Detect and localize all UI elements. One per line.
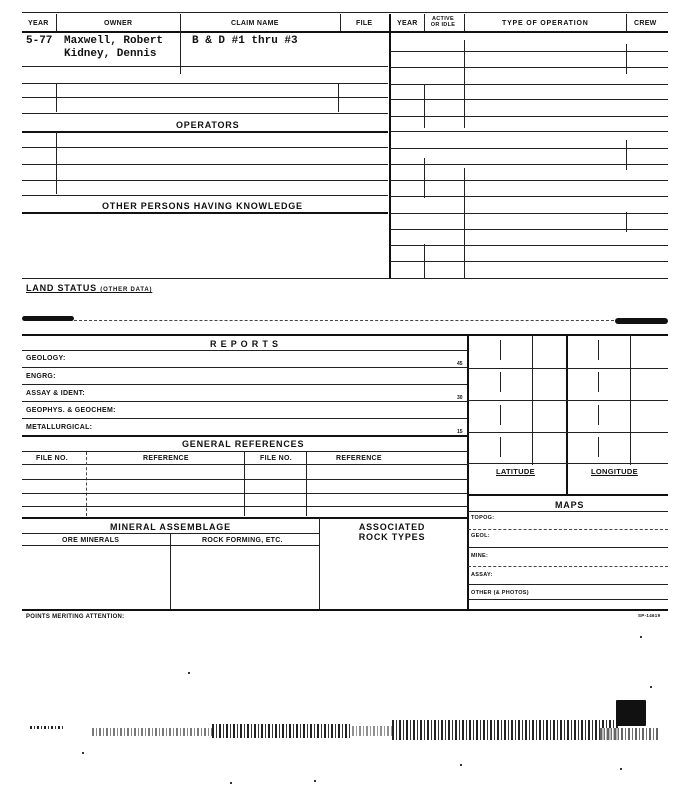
row-line [390, 245, 668, 246]
scan-noise-band [92, 728, 212, 736]
header-underline [22, 31, 668, 33]
scan-dot [230, 782, 232, 784]
header-year-label: YEAR [28, 20, 49, 27]
row-line [390, 116, 668, 117]
tick [500, 372, 501, 392]
right-grid-border [467, 335, 469, 610]
ref-reference2-label: REFERENCE [336, 455, 382, 462]
report-geophys-label: GEOPHYS. & GEOCHEM: [26, 407, 116, 414]
row-line [468, 566, 668, 567]
row-line [468, 599, 668, 600]
tick [598, 372, 599, 392]
row-line [22, 451, 468, 452]
longitude-label: LONGITUDE [591, 467, 638, 476]
row-line [390, 196, 668, 197]
mid-col-divider [566, 335, 568, 494]
row-line [22, 350, 468, 351]
row-line [22, 435, 468, 437]
row-line [22, 464, 468, 465]
scan-smear-left [22, 316, 74, 321]
row-line [22, 195, 388, 196]
tick [500, 405, 501, 425]
land-status-label: LAND STATUS [26, 283, 97, 293]
report-geology-num: 45 [457, 361, 463, 367]
col-divider [338, 84, 339, 112]
ref-reference-label: REFERENCE [143, 455, 189, 462]
row-line [390, 131, 668, 132]
reports-heading: R E P O R T S [210, 339, 279, 349]
scan-dot [640, 636, 642, 638]
entry-owner-line2: Kidney, Dennis [64, 48, 157, 60]
bottom-border [22, 609, 668, 611]
row-line [390, 99, 668, 100]
mineral-assemblage-heading: MINERAL ASSEMBLAGE [110, 522, 231, 532]
tick [598, 340, 599, 360]
row-line [390, 213, 668, 214]
row-line [390, 84, 668, 85]
grid-line [468, 400, 668, 401]
col-divider [170, 534, 171, 610]
row-line [22, 517, 468, 519]
report-assay-num: 30 [457, 395, 463, 401]
scan-dot [314, 780, 316, 782]
scan-dot [188, 672, 190, 674]
row-line [390, 164, 668, 165]
report-metallurgical-num: 15 [457, 429, 463, 435]
row-line [22, 479, 468, 480]
row-line [22, 367, 468, 368]
header-active-idle-label: ACTIVE OR IDLE [430, 16, 456, 28]
operators-underline [22, 131, 388, 133]
scan-dot [82, 752, 84, 754]
row-line [390, 261, 668, 262]
header-year2-label: YEAR [397, 20, 418, 27]
points-meriting-attention-label: POINTS MERITING ATTENTION: [26, 614, 125, 620]
row-line [22, 418, 468, 419]
header-crew-label: CREW [634, 20, 657, 27]
report-metallurgical-label: METALLURGICAL: [26, 424, 93, 431]
row-line [390, 180, 668, 181]
col-divider [464, 14, 465, 31]
report-engrg-label: ENGRG: [26, 373, 56, 380]
other-persons-heading: OTHER PERSONS HAVING KNOWLEDGE [102, 201, 303, 211]
row-line [390, 229, 668, 230]
col-divider [626, 14, 627, 31]
report-assay-label: ASSAY & IDENT: [26, 390, 86, 397]
col-divider [340, 14, 341, 31]
col-divider [56, 84, 57, 112]
form-number: SP-14619 [638, 613, 661, 618]
grid-line [468, 432, 668, 433]
scan-noise-band [30, 726, 64, 729]
associated-rock-types-heading: ASSOCIATED ROCK TYPES [358, 522, 426, 542]
tick [598, 437, 599, 457]
land-status-sub-label: (OTHER DATA) [100, 287, 153, 293]
row-line [22, 83, 388, 84]
row-line [22, 180, 388, 181]
tick [500, 340, 501, 360]
row-line [390, 51, 668, 52]
right-table-border [389, 14, 391, 278]
scan-smear-bottom [616, 700, 646, 726]
maps-other-label: OTHER (& PHOTOS) [471, 590, 529, 596]
other-persons-underline [22, 212, 388, 214]
row-line [468, 584, 668, 585]
ore-minerals-label: ORE MINERALS [62, 537, 120, 544]
row-line [390, 67, 668, 68]
row-line [468, 529, 668, 530]
maps-mine-label: MINE: [471, 553, 489, 559]
col-divider [180, 14, 181, 74]
land-status-line [74, 320, 619, 321]
row-line [22, 97, 388, 98]
col-divider [626, 140, 627, 170]
col-divider [424, 84, 425, 128]
entry-claim: B & D #1 thru #3 [192, 35, 298, 47]
scan-noise-band [212, 724, 352, 738]
ref-file-no-label: FILE NO. [36, 455, 68, 462]
row-line [390, 148, 668, 149]
row-line [22, 278, 668, 279]
row-line [468, 547, 668, 548]
tick [598, 405, 599, 425]
reports-top-border [22, 334, 668, 336]
maps-topog-label: TOPOG: [471, 515, 495, 521]
col-divider [424, 14, 425, 31]
header-owner-label: OWNER [104, 20, 133, 27]
maps-top-border [468, 494, 668, 496]
scan-dot [460, 764, 462, 766]
maps-heading: MAPS [555, 500, 585, 510]
maps-assay-label: ASSAY: [471, 572, 493, 578]
row-line [22, 147, 388, 148]
header-file-label: FILE [356, 20, 373, 27]
row-line [22, 164, 388, 165]
row-line [22, 493, 468, 494]
top-border [22, 12, 668, 13]
scan-noise-band [352, 726, 392, 736]
ref-file-no2-label: FILE NO. [260, 455, 292, 462]
row-line [22, 384, 468, 385]
col-divider [319, 518, 320, 610]
col-divider [56, 14, 57, 31]
scan-noise-band [392, 720, 618, 740]
row-line [468, 511, 668, 512]
row-line [22, 506, 468, 507]
maps-geol-label: GEOL: [471, 533, 490, 539]
scan-dot [620, 768, 622, 770]
rock-forming-label: ROCK FORMING, ETC. [202, 537, 283, 544]
header-claim-name-label: CLAIM NAME [231, 20, 279, 27]
row-line [22, 401, 468, 402]
header-type-of-operation-label: TYPE OF OPERATION [502, 20, 589, 27]
report-geology-label: GEOLOGY: [26, 355, 66, 362]
latitude-label: LATITUDE [496, 467, 535, 476]
scan-smear-right [615, 318, 668, 324]
col-divider [626, 44, 627, 74]
land-status-heading [26, 283, 152, 293]
scan-noise-band [600, 728, 658, 740]
grid-line [468, 368, 668, 369]
row-line [22, 113, 388, 114]
general-references-heading: GENERAL REFERENCES [182, 439, 305, 449]
scan-dot [650, 686, 652, 688]
operators-heading: OPERATORS [176, 120, 240, 130]
tick [500, 437, 501, 457]
entry-owner-line1: Maxwell, Robert [64, 35, 164, 47]
grid-line [468, 463, 668, 464]
entry-year: 5-77 [26, 35, 53, 47]
row-line [22, 66, 388, 67]
col-divider [56, 132, 57, 194]
